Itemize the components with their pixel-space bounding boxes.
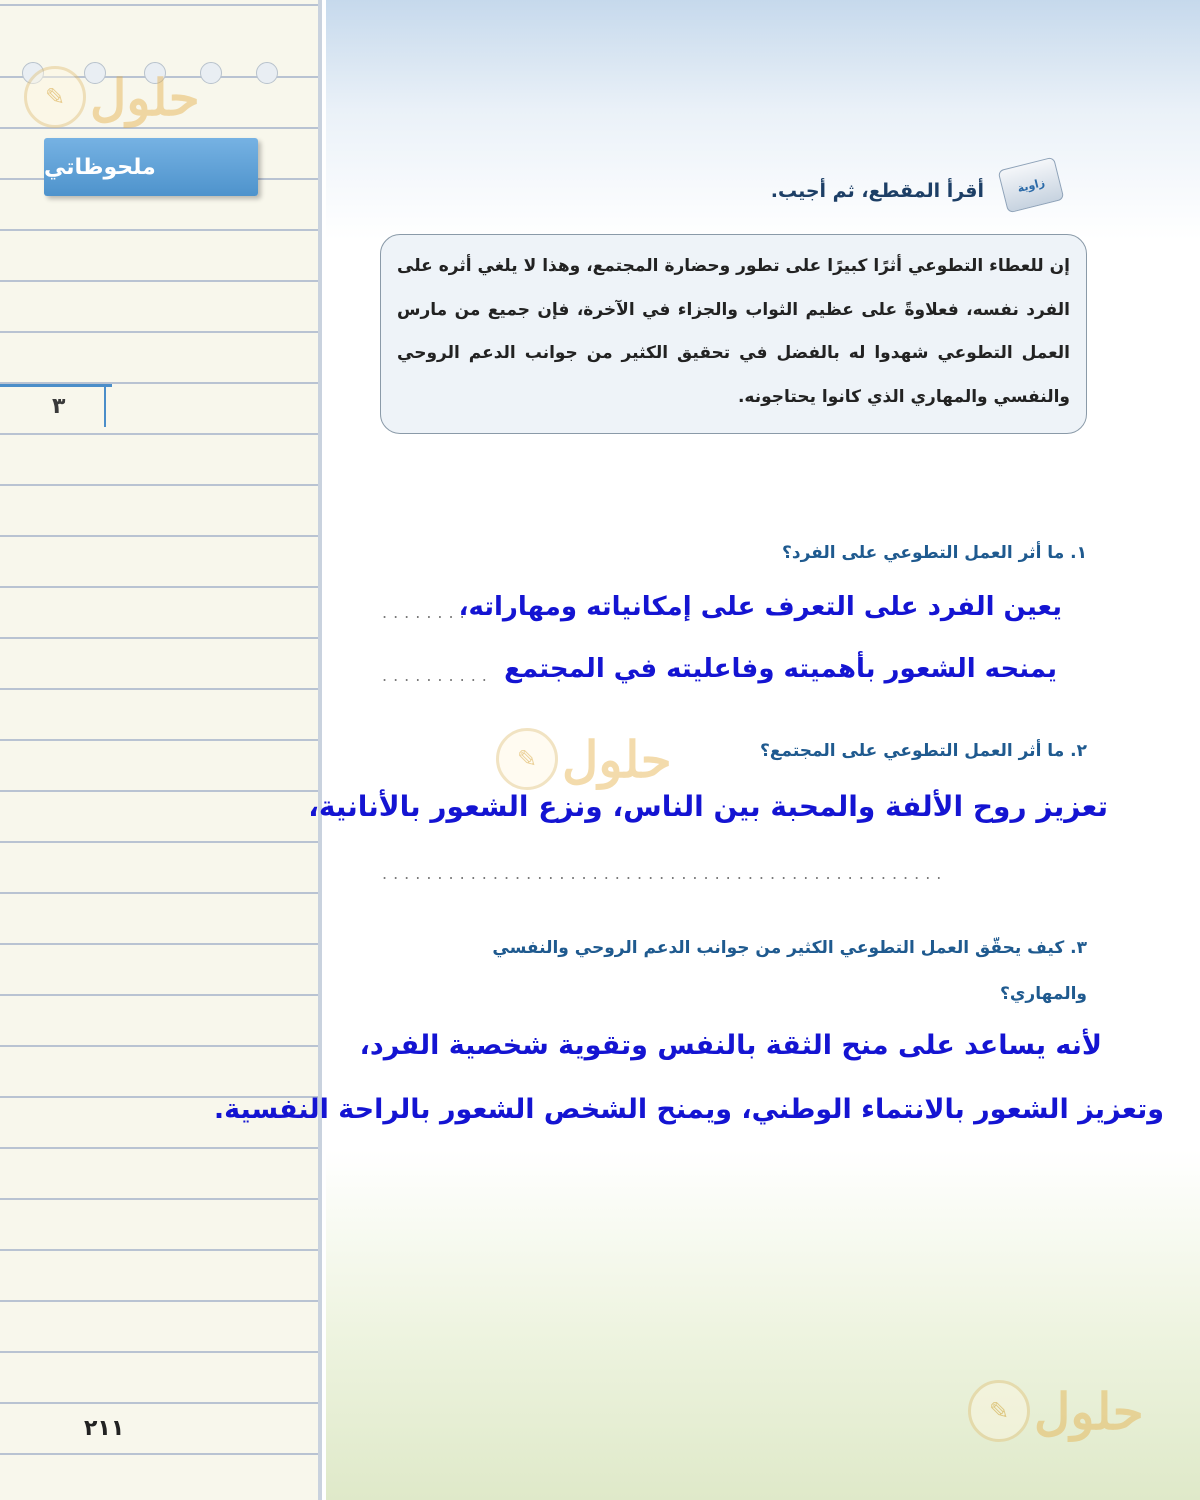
watermark-text: حلول — [1034, 1381, 1144, 1441]
answer-dots: ........ — [382, 603, 471, 622]
instruction-text: أقرأ المقطع، ثم أجيب. — [770, 180, 984, 202]
question-text: كيف يحقّق العمل التطوعي الكثير من جوانب الدعم الروحي والنفسي — [492, 938, 1065, 958]
book-icon: ✎ — [24, 66, 86, 128]
book-icon: ✎ — [968, 1380, 1030, 1442]
question-number: ٣. — [1070, 938, 1087, 958]
question-number: ١. — [1070, 543, 1087, 563]
binder-hole — [256, 62, 278, 84]
watermark-logo — [968, 1380, 1144, 1442]
question-text: ما أثر العمل التطوعي على المجتمع؟ — [759, 741, 1065, 761]
question-2 — [760, 741, 1087, 761]
passage-box — [380, 234, 1087, 434]
instruction-icon: زاوية — [998, 157, 1065, 214]
question-3 — [492, 938, 1087, 958]
answer-3-line-2: وتعزيز الشعور بالانتماء الوطني، ويمنح الشخص الشعور بالراحة النفسية. — [213, 1094, 1164, 1125]
answer-3-line-1: لأنه يساعد على منح الثقة بالنفس وتقوية شخصية الفرد، — [359, 1030, 1102, 1061]
notes-tab: ملحوظاتي — [44, 138, 258, 196]
answer-2-line-1: تعزيز روح الألفة والمحبة بين الناس، ونزع الشعور بالأنانية، — [308, 790, 1108, 823]
answer-dots: .......... — [382, 666, 493, 685]
margin-number: ٣ — [52, 394, 66, 419]
watermark-text: حلول — [562, 729, 672, 789]
watermark-logo — [496, 728, 672, 790]
watermark-text: حلول — [90, 67, 200, 127]
watermark-logo — [24, 66, 200, 128]
answer-1-line-2: يمنحه الشعور بأهميته وفاعليته في المجتمع — [504, 654, 1057, 684]
book-icon: ✎ — [496, 728, 558, 790]
notes-sidebar — [0, 0, 322, 1500]
page-number: ٢١١ — [84, 1416, 125, 1441]
question-number: ٢. — [1070, 741, 1087, 761]
question-text: ما أثر العمل التطوعي على الفرد؟ — [782, 543, 1065, 563]
answer-dots: ................................................... — [382, 864, 948, 883]
question-1 — [782, 543, 1087, 563]
answer-1-line-1: يعين الفرد على التعرف على إمكانياته ومهاراته، — [458, 592, 1062, 622]
binder-hole — [200, 62, 222, 84]
passage-text: إن للعطاء التطوعي أثرًا كبيرًا على تطور وحضارة المجتمع، وهذا لا يلغي أثره على الفرد نفسه، فعلاوةً على عظيم الثواب والجزاء في الآخرة، فإن جميع من مارس العمل التطوعي شهدوا له بالفضل في تحقيق الكثير من جوانب الدعم الروحي والنفسي والمهاري الذي كانوا يحتاجونه. — [397, 256, 1070, 407]
question-3-continued: والمهاري؟ — [999, 984, 1087, 1004]
